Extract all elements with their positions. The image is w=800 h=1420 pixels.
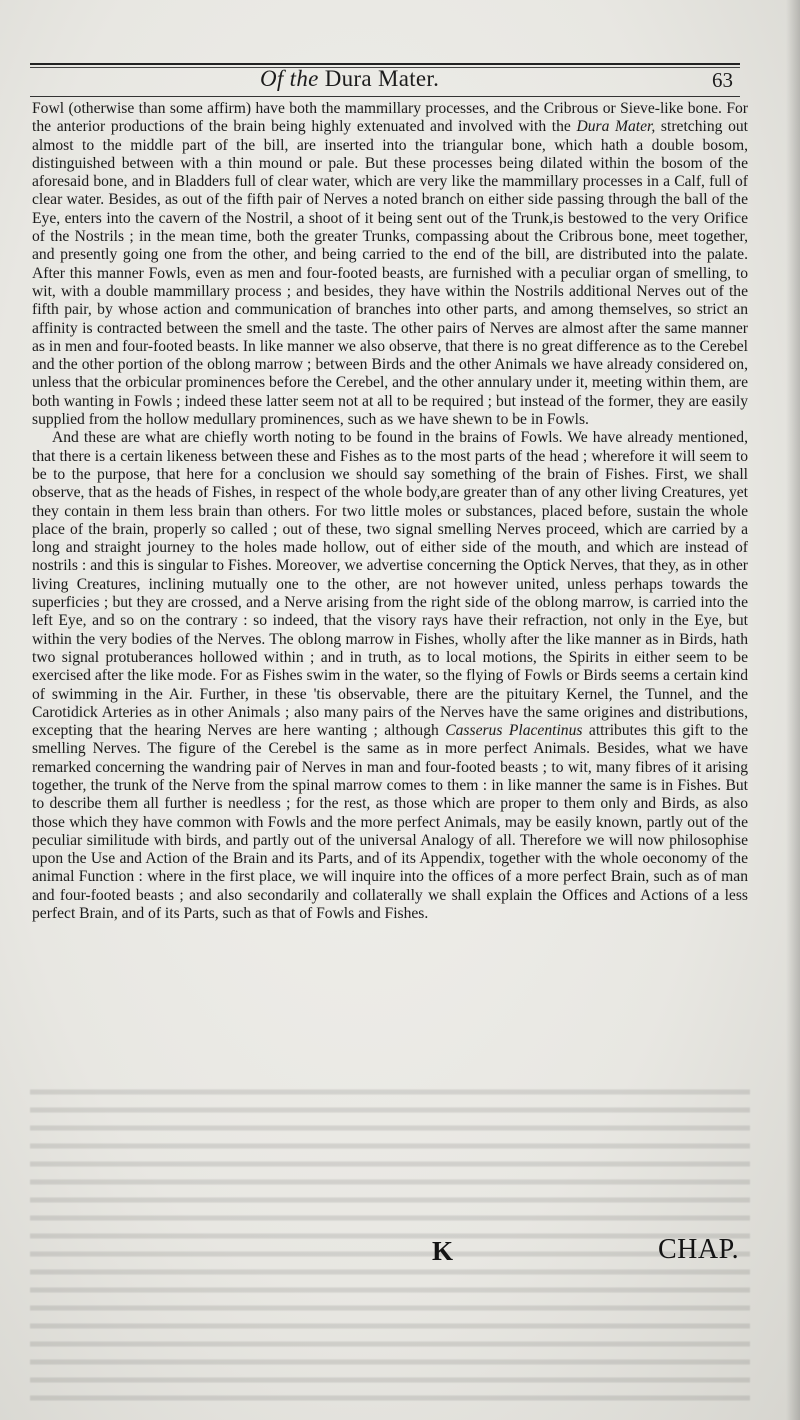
page-number: 63 (712, 68, 733, 92)
header-rule (30, 96, 740, 97)
running-title-prefix: Of the (260, 66, 319, 91)
paragraph-1-part-a: Fowl (otherwise than some affirm) have both the mammillary processes, and the Cribrous or Sieve-like bone. For the anterior productions of the brain being highly extenuated and involved with the (32, 100, 748, 136)
running-header (0, 66, 800, 96)
paragraph-2-part-a: And these are what are chiefly worth noting to be found in the brains of Fowls. We have already mentioned, that there is a certain likeness between these and Fishes as to the most parts of the head ; wherefore it will seem to be to the purpose, that here for a conclusion we should say something of the brain of Fishes. First, we shall observe, that as the heads of Fishes, in respect of the whole body,are greater than of any other living Creatures, yet they contain in them less brain than others. For two little moles or substances, placed before, sustain the whole place of the brain, properly so called ; out of these, two signal smelling Nerves proceed, which are carried by a long and straight journey to the holes made hollow, out of either side of the mouth, and which are instead of nostrils : and this is singular to Fishes. Moreover, we advertise concerning the Optick Nerves, that they, as in other living Creatures, inclining mutually one to the other, are not however united, unless perhaps towards the superficies ; but they are crossed, and a Nerve arising from the right side of the oblong marrow, is carried into the left Eye, and so on the contrary : so indeed, that the visory rays have their refraction, not only in the Eye, but within the very bodies of the Nerves. The oblong marrow in Fishes, wholly after the like manner as in Birds, hath two signal protuberances hollowed within ; and in truth, as to local motions, the Spirits in either seem to be exercised after the like mode. For as Fishes swim in the water, so the flying of Fowls or Birds seems a certain kind of swimming in the Air. Further, in these 'tis observable, there are the pituitary Kernel, the Tunnel, and the Carotidick Arteries as in other Animals ; also many pairs of the Nerves have the same origines and distributions, excepting that the hearing Nerves are here wanting ; although (32, 429, 748, 740)
paragraph-2-italic: Casserus Placentinus (445, 722, 583, 740)
paragraph-1 (32, 100, 748, 429)
running-title (260, 66, 439, 92)
page-gutter-shadow (786, 0, 800, 1420)
paragraph-2 (32, 429, 748, 923)
body-text (32, 100, 748, 923)
paragraph-1-italic: Dura Mater, (576, 118, 656, 136)
signature-mark: K (432, 1236, 454, 1266)
reverse-side-bleed-through (30, 1080, 750, 1410)
running-title-main: Dura Mater. (324, 66, 440, 91)
paragraph-2-part-b: attributes this gift to the smelling Nerves. The figure of the Cerebel is the same as in more perfect Animals. Besides, what we have remarked concerning the wandring pair of Nerves in man and four-footed beasts ; to wit, many fibres of it arising together, the trunk of the Nerve from the spinal marrow comes to them : in like manner the same is in Fishes. But to describe them all further is needless ; for the rest, as those which are proper to them only and Birds, as also those which they have common with Fowls and the more perfect Animals, may be easily known, partly out of the peculiar similitude with birds, and partly out of the universal Analogy of all. Therefore we will now philosophise upon the Use and Action of the Brain and its Parts, and of its Appendix, together with the whole oeconomy of the animal Function : where in the first place, we will inquire into the offices of a more perfect Brain, such as of man and four-footed beasts ; and also secondarily and collaterally we shall explain the Offices and Actions of a less perfect Brain, and of its Parts, such as that of Fowls and Fishes. (32, 722, 749, 923)
catchword: CHAP. (658, 1234, 740, 1265)
top-rule (30, 63, 740, 65)
paragraph-1-part-b: stretching out almost to the middle part of the bill, are inserted into the triangular bone, which hath a double bosom, distinguished between with a thin mound or pale. But these processes being dilated within the bosom of the aforesaid bone, and in Bladders full of clear water, which are very like the mammillary processes in a Calf, full of clear water. Besides, as out of the fifth pair of Nerves a noted branch on either side passing through the ball of the Eye, enters into the cavern of the Nostril, a shoot of it being sent out of the Trunk,is bestowed to the very Orifice of the Nostrils ; in the mean time, both the greater Trunks, compassing about the Cribrous bone, meet together, and presently going one from the other, and being carried to the end of the bill, are distributed into the palate. After this manner Fowls, even as men and four-footed beasts, are furnished with a peculiar organ of smelling, to wit, with a double mammillary process ; and besides, they have within the Nostrils additional Nerves out of the fifth pair, by whose action and communication of branches into other parts, and among themselves, so strict an affinity is contracted between the smell and the taste. The other pairs of Nerves are almost after the same manner as in men and four-footed beasts. In like manner we also observe, that there is no great difference as to the Cerebel and the other portion of the oblong marrow ; between Birds and the other Animals we have already considered on, unless that the orbicular prominences before the Cerebel, and the other annulary under it, meeting within them, are both wanting in Fowls ; indeed these latter seem not at all to be required ; but instead of the former, they are easily supplied from the hollow medullary prominences, such as we have shewn to be in Fowls. (32, 118, 748, 429)
